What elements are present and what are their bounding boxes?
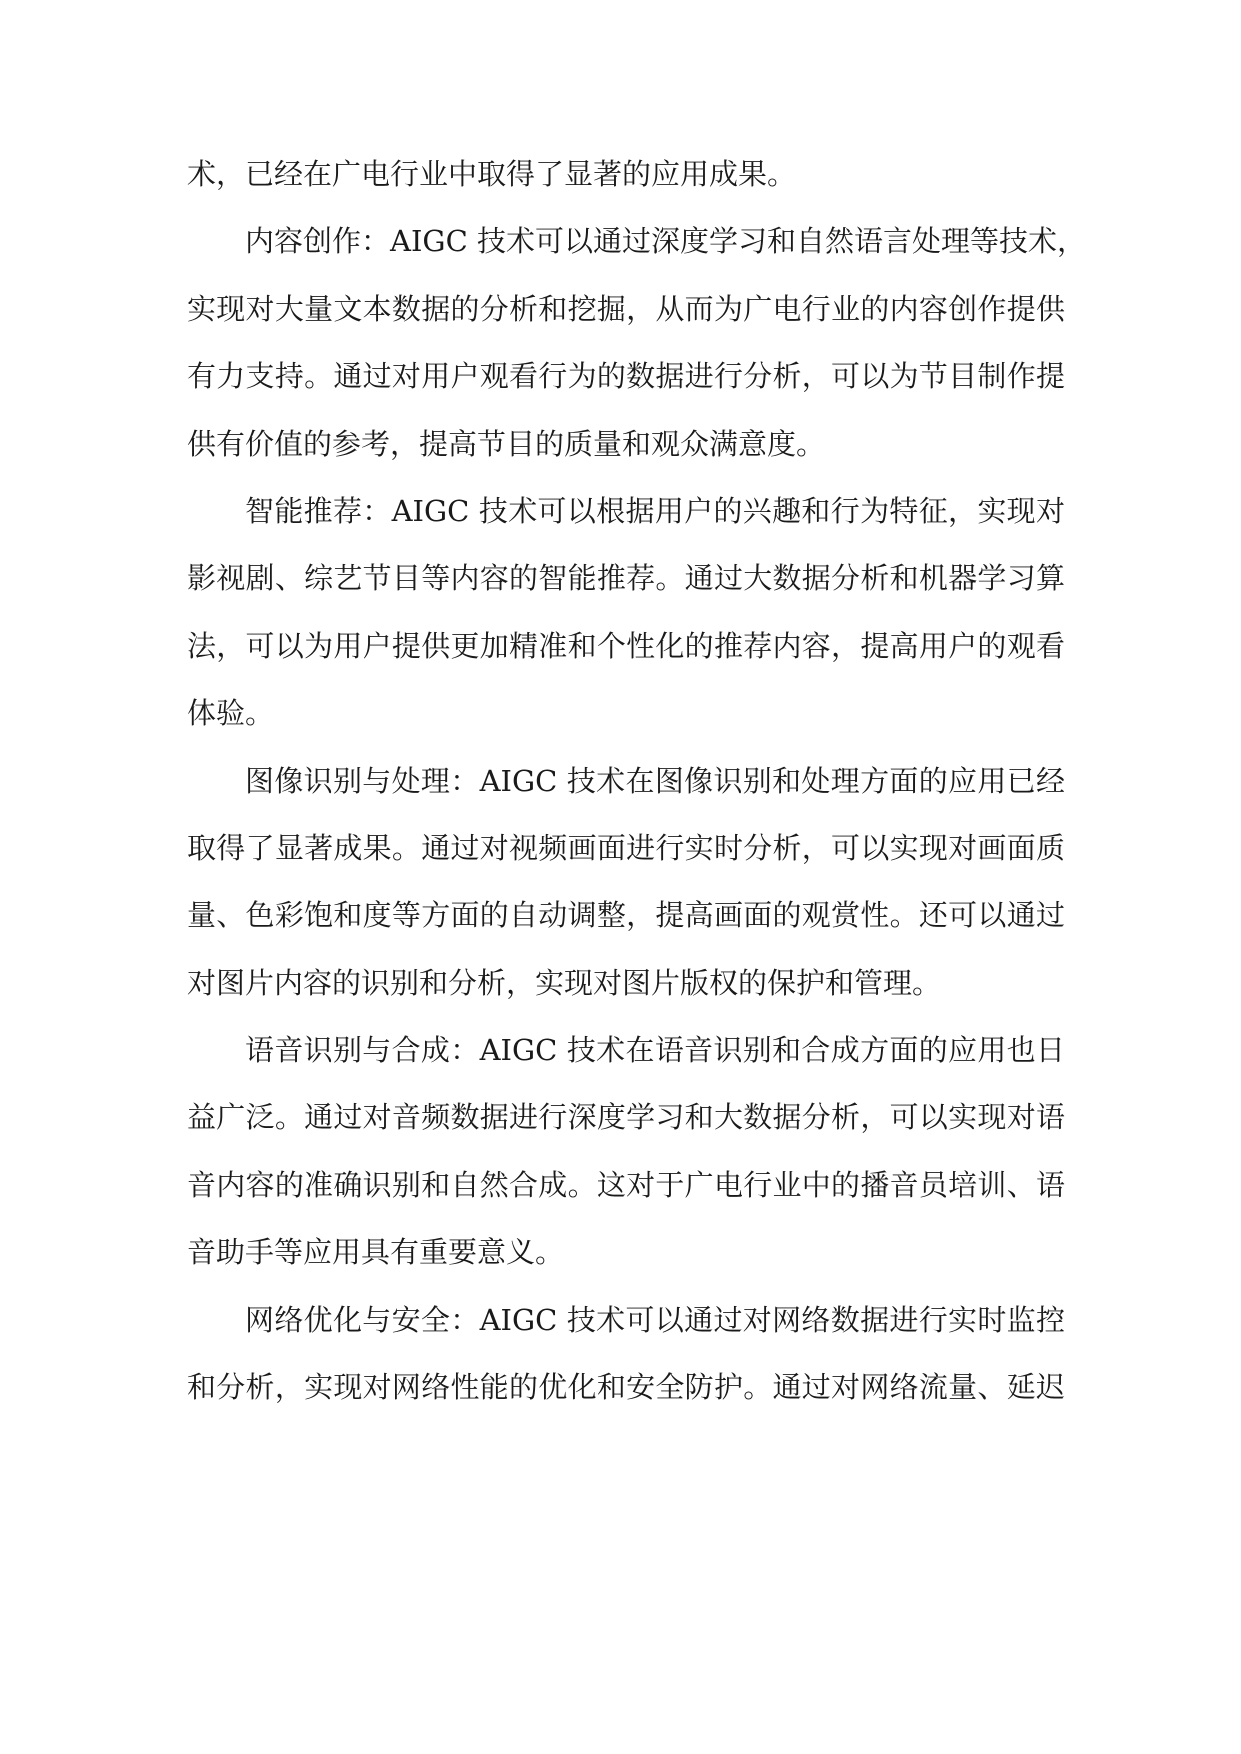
text-line: 益广泛。通过对音频数据进行深度学习和大数据分析，可以实现对语 [187,1100,1065,1135]
paragraph-first-line: 语音识别与合成：AIGC 技术在语音识别和合成方面的应用也日 [245,1033,1065,1068]
text-line: 音助手等应用具有重要意义。 [187,1235,565,1270]
text-line: 供有价值的参考，提高节目的质量和观众满意度。 [187,426,826,461]
text-line: 和分析，实现对网络性能的优化和安全防护。通过对网络流量、延迟 [187,1370,1065,1405]
text-line: 有力支持。通过对用户观看行为的数据进行分析，可以为节目制作提 [187,359,1065,394]
text-line: 实现对大量文本数据的分析和挖掘，从而为广电行业的内容创作提供 [187,291,1065,326]
text-line: 法，可以为用户提供更加精准和个性化的推荐内容，提高用户的观看 [187,628,1065,663]
paragraph-first-line: 网络优化与安全：AIGC 技术可以通过对网络数据进行实时监控 [245,1302,1065,1337]
text-line: 术，已经在广电行业中取得了显著的应用成果。 [187,157,797,191]
text-line: 对图片内容的识别和分析，实现对图片版权的保护和管理。 [187,965,942,1000]
text-line: 影视剧、综艺节目等内容的智能推荐。通过大数据分析和机器学习算 [187,561,1065,596]
paragraph-first-line: 内容创作：AIGC 技术可以通过深度学习和自然语言处理等技术， [245,224,1086,259]
body-text [187,141,1086,1421]
paragraph-first-line: 智能推荐：AIGC 技术可以根据用户的兴趣和行为特征，实现对 [245,493,1065,528]
text-line: 音内容的准确识别和自然合成。这对于广电行业中的播音员培训、语 [187,1167,1065,1202]
text-line: 体验。 [187,696,275,731]
text-line: 量、色彩饱和度等方面的自动调整，提高画面的观赏性。还可以通过 [187,898,1065,933]
paragraph-first-line: 图像识别与处理：AIGC 技术在图像识别和处理方面的应用已经 [245,763,1065,798]
text-line: 取得了显著成果。通过对视频画面进行实时分析，可以实现对画面质 [187,830,1065,865]
